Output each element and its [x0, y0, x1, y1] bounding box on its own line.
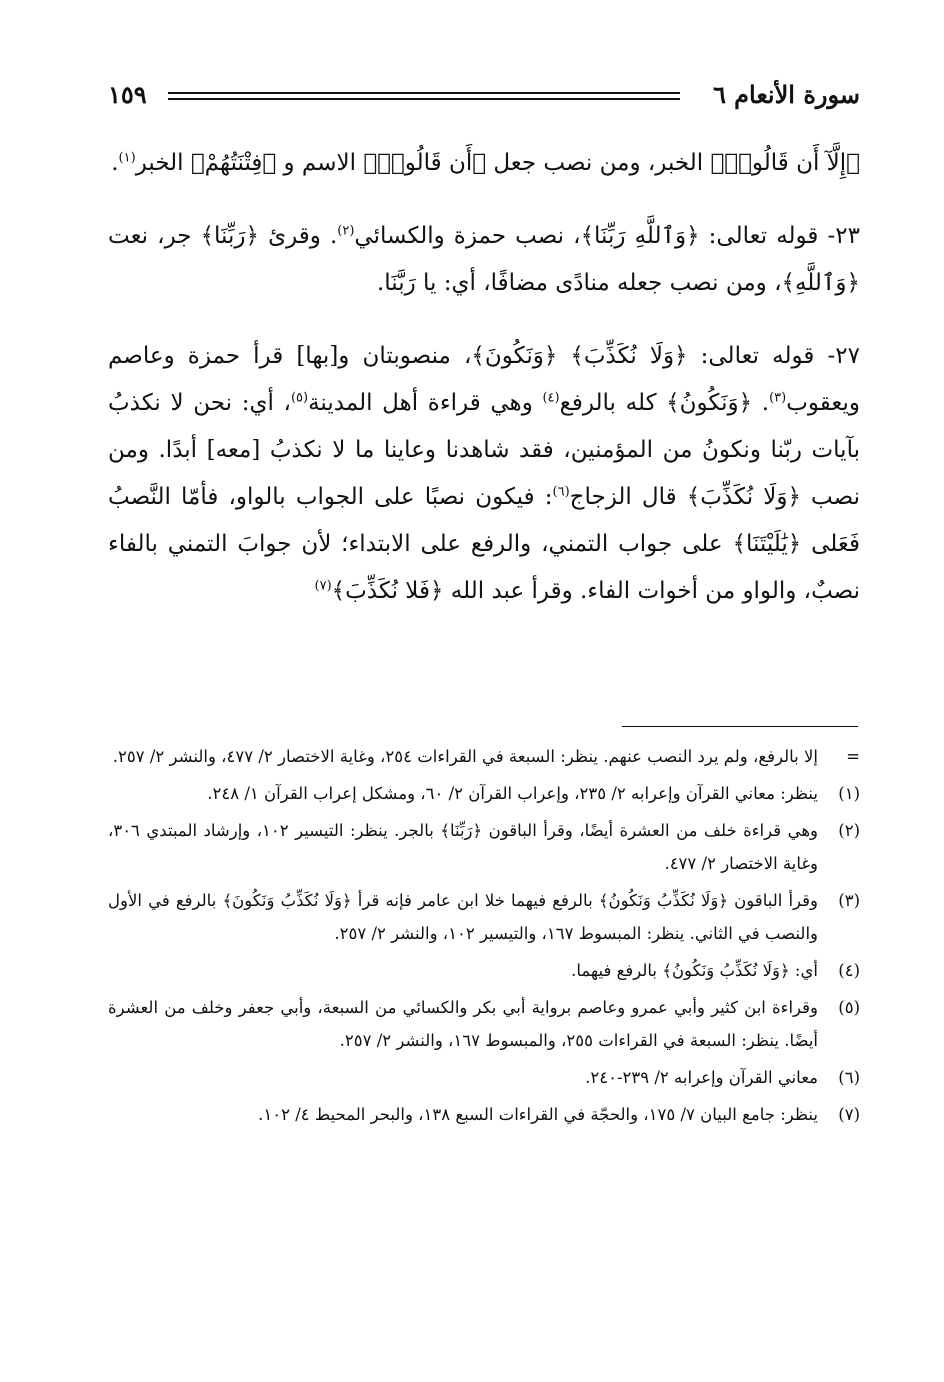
p2-text-a: ٢٣- قوله تعالى: ﴿وَٱللَّهِ رَبِّنَا﴾، نصب حمزة والكسائي: [354, 223, 860, 249]
p3-text-a: ٢٧- قوله تعالى: ﴿وَلَا نُكَذِّبَ﴾ ﴿وَنَكُونَ﴾، منصوبتان و[بها] قرأ حمزة وعاصم ويعقوب: [108, 343, 861, 416]
footnote-ref-4[interactable]: (٤): [542, 390, 560, 406]
page-header: [108, 78, 860, 118]
footnote-ref-2[interactable]: (٢): [337, 223, 355, 239]
footnote-3: [108, 884, 860, 950]
p2-text-b: . وقرئ ﴿رَبِّنَا﴾ جر، نعت ﴿وَٱللَّهِ﴾، ومن نصب جعله منادًى مضافًا، أي: يا رَبَّنَا.: [108, 223, 860, 296]
main-text: [108, 140, 860, 641]
footnote-mark: (٤): [838, 961, 860, 980]
footnote-text: وقراءة ابن كثير وأبي عمرو وعاصم برواية أبي بكر والكسائي من السبعة، وأبي جعفر وخلف من العشرة أيضًا. ينظر: السبعة في القراءات ٢٥٥، والمبسوط ١٦٧، والنشر ٢/ ٢٥٧.: [108, 998, 818, 1050]
page-number: ١٥٩: [108, 80, 147, 109]
footnote-mark: (٥): [838, 998, 860, 1017]
surah-title: سورة الأنعام ٦: [712, 80, 860, 109]
footnote-ref-1[interactable]: (١): [118, 150, 136, 166]
p3-text-c: وهي قراءة أهل المدينة: [308, 390, 543, 416]
footnote-mark: (١): [838, 784, 860, 803]
p3-text-d: ، أي: نحن لا نكذبُ بآيات ربّنا ونكونُ من المؤمنين، فقد شاهدنا وعاينا ما لا نكذبُ [معه] أبدًا. ومن نصب ﴿وَلَا نُكَذِّبَ﴾ قال الزجاج: [108, 390, 860, 510]
footnote-text: معاني القرآن وإعرابه ٢/ ٢٣٩-٢٤٠.: [585, 1068, 818, 1087]
footnotes: [108, 740, 860, 1135]
footnote-separator: [622, 726, 858, 727]
footnote-text: ينظر: معاني القرآن وإعرابه ٢/ ٢٣٥، وإعراب القرآن ٢/ ٦٠، ومشكل إعراب القرآن ١/ ٢٤٨.: [207, 784, 818, 803]
header-rule: [168, 92, 680, 94]
footnote-5: [108, 991, 860, 1057]
footnote-ref-3[interactable]: (٣): [769, 390, 787, 406]
footnote-mark: (٢): [838, 821, 860, 840]
header-rule-lower: [168, 98, 680, 100]
footnote-mark: (٧): [838, 1105, 860, 1124]
footnote-2: [108, 814, 860, 880]
footnote-ref-6[interactable]: (٦): [552, 484, 570, 500]
footnote-4: [108, 954, 860, 987]
footnote-continuation: [108, 740, 860, 773]
p1-text: ﴿إِلَّآ أَن قَالُوا۟﴾ الخبر، ومن نصب جعل ﴿أَن قَالُوا۟﴾ الاسم و ﴿فِتْنَتُهُمْ﴾ الخبر: [135, 150, 860, 176]
footnote-mark: =: [846, 747, 860, 766]
footnote-mark: (٦): [838, 1068, 860, 1087]
p1-end: .: [111, 150, 119, 176]
footnote-text: إلا بالرفع، ولم يرد النصب عنهم. ينظر: السبعة في القراءات ٢٥٤، وغاية الاختصار ٢/ ٤٧٧، والنشر ٢/ ٢٥٧.: [112, 747, 818, 766]
paragraph-verse-23: [108, 213, 860, 307]
footnote-text: وهي قراءة خلف من العشرة أيضًا، وقرأ الباقون ﴿رَبِّنَا﴾ بالجر. ينظر: التيسير ١٠٢، وإرشاد المبتدي ٣٠٦، وغاية الاختصار ٢/ ٤٧٧.: [108, 821, 818, 873]
footnote-ref-5[interactable]: (٥): [290, 390, 309, 406]
footnote-1: [108, 777, 860, 810]
paragraph-1: [108, 140, 860, 187]
footnote-6: [108, 1061, 860, 1094]
p3-text-b: . ﴿وَنَكُونُ﴾ كله بالرفع: [559, 390, 770, 416]
footnote-text: ينظر: جامع البيان ٧/ ١٧٥، والحجّة في القراءات السبع ١٣٨، والبحر المحيط ٤/ ١٠٢.: [258, 1105, 818, 1124]
footnote-7: [108, 1098, 860, 1131]
paragraph-verse-27: [108, 333, 860, 615]
footnote-mark: (٣): [838, 891, 860, 910]
p3-text-e: : فيكون نصبًا على الجواب بالواو، فأمّا النَّصبُ فَعَلى ﴿يَٰلَيْتَنَا﴾ على جواب التمني، والرفع على الابتداء؛ لأن جوابَ التمني بالفاء نصبٌ، والواو من أخوات الفاء. وقرأ عبد الله ﴿فَلا نُكَذِّبَ﴾: [108, 484, 860, 604]
footnote-ref-7[interactable]: (٧): [314, 578, 332, 594]
footnote-text: أي: ﴿وَلَا نُكَذِّبُ وَنَكُونُ﴾ بالرفع فيهما.: [571, 961, 818, 980]
footnote-text: وقرأ الباقون ﴿وَلَا نُكَذِّبُ وَنَكُونُ﴾ بالرفع فيهما خلا ابن عامر فإنه قرأ ﴿وَلَا نُكَذِّبُ وَنَكُونَ﴾ بالرفع في الأول والنصب في الثاني. ينظر: المبسوط ١٦٧، والتيسير ١٠٢، والنشر ٢/ ٢٥٧.: [108, 891, 818, 943]
